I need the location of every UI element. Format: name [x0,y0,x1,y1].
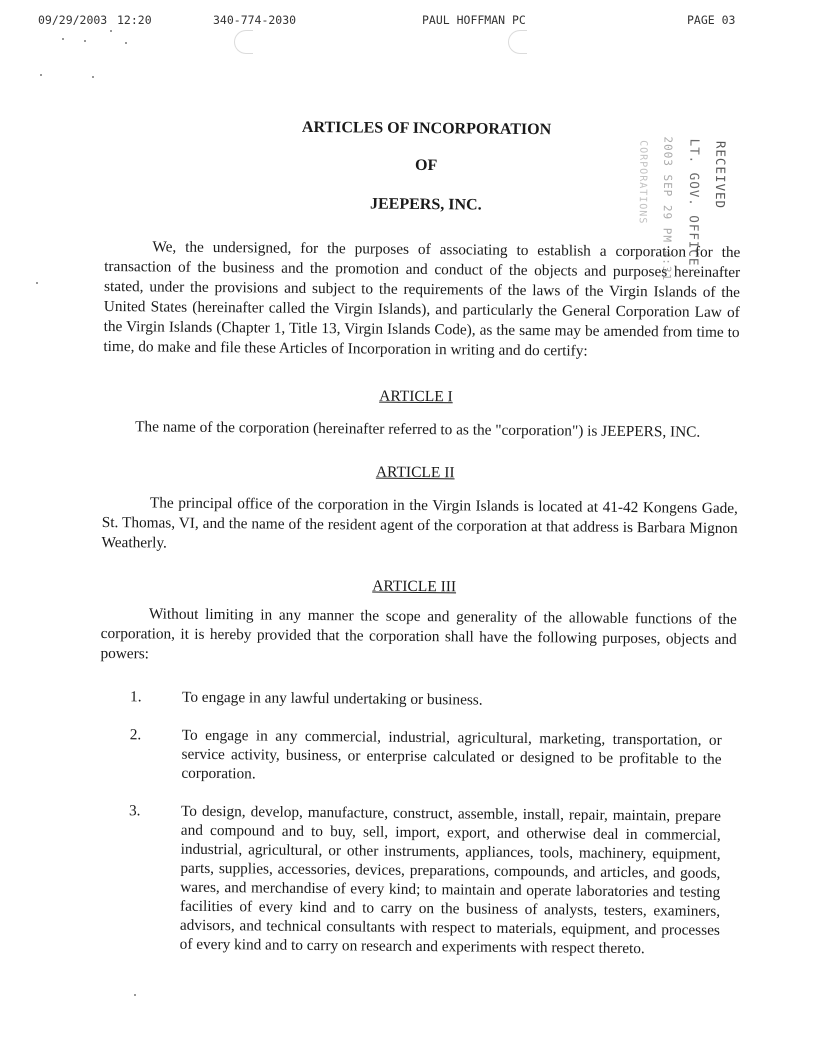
fax-date: 09/29/2003 [38,13,108,27]
list-item-number: 1. [130,688,142,706]
article-heading: ARTICLE II [375,463,455,482]
list-item-text: To design, develop, manufacture, construct, assemble, install, repair, maintain, prepare and compound and to buy, sell, import, export, and otherwise deal in commercial, industrial, agricultural, or other instruments, appliances, tools, machinery, equipment, parts, supplies, accessories, devices, preparations, compounds, and articles, and goods, wares, and merchandise of every kind; to maintain and operate laboratories and testing facilities of every kind and to carry on the business of analysts, testers, examiners, advisors, and technical consultants with respect to materials, equipment, and processes of every kind and to carry on research and experiments with respect thereto. [179,802,722,958]
stamp-text: 2003 SEP 29 PM 4:31 [660,136,675,282]
received-stamp [622,134,743,282]
fax-page-number: PAGE 03 [687,13,736,27]
fax-phone: 340-774-2030 [213,13,297,27]
list-item-number: 3. [128,802,141,820]
fax-sender: PAUL HOFFMAN PC [422,13,526,27]
list-item-number: 2. [129,726,142,744]
list-item-text: To engage in any commercial, industrial, agricultural, marketing, transportation, or service activity, business, or enterprise calculated or designed to be profitable to the corporation. [181,726,722,783]
list-item [98,725,738,783]
doc-title: ARTICLES OF INCORPORATION [301,118,552,139]
list-item-text: To engage in any lawful undertaking or business. [182,688,483,709]
list-item [98,687,738,709]
article-heading: ARTICLE III [372,577,457,596]
intro-paragraph: We, the undersigned, for the purposes of associating to establish a corporation for the transaction of the business and the promotion and conduct of the objects and purposes hereinafter stated, under the provisions and subject to the requirements of the laws of the Virgin Islands of the United States (hereinafter called the Virgin Islands), and particularly the General Corporation Law of the Virgin Islands (Chapter 1, Title 13, Virgin Islands Code), as the same may be amended from time to time, do make and file these Articles of Incorporation in writing and do certify: [103,238,741,360]
article-heading: ARTICLE I [379,387,453,406]
article-text: The name of the corporation (hereinafter referred to as the "corporation") is JEEPERS, INC. [135,418,701,441]
doc-title-of: OF [415,156,438,175]
stamp-text: LT. GOV. OFFICE [686,138,703,267]
company-name: JEEPERS, INC. [369,195,482,214]
stamp-text: RECEIVED [712,140,729,210]
list-item [97,801,737,958]
article-text: Without limiting in any manner the scope and generality of the allowable functions of the corporation, it is hereby provided that the corporation shall have the following purposes, objects and powers: [100,605,737,663]
stamp-text: CORPORATIONS [636,140,649,225]
article-text: The principal office of the corporation in the Virgin Islands is located at 41-42 Kongens Gade, St. Thomas, VI, and the name of the resident agent of the corporation at that address is Barbara Mignon Weatherly. [101,494,739,552]
fax-time: 12:20 [117,13,152,27]
